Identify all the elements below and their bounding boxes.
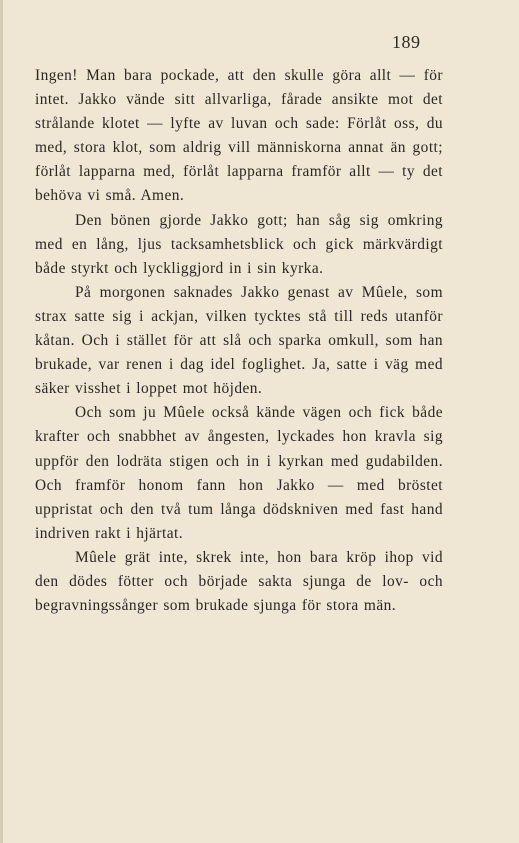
page-number: 189: [392, 32, 421, 52]
paragraph-2: Den bönen gjorde Jakko gott; han såg sig omkring med en lång, ljus tacksamhetsblick och gick märkvärdigt både styrkt och lyckliggjord in i sin kyrka.: [35, 211, 443, 277]
paragraph-5: Mûele grät inte, skrek inte, hon bara kröp ihop vid den dödes fötter och började sakta sjunga de lov- och begravningssånger som brukade sjunga för stora män.: [35, 548, 443, 615]
body-text: [35, 64, 443, 618]
paragraph-3: På morgonen saknades Jakko genast av Mûele, som strax satte sig i ackjan, vilken tycktes stå till reds utanför kåtan. Och i stället för att slå och sparka omkull, som han brukade, var renen i dag idel foglighet. Ja, satte i väg med säker visshet i loppet mot höjden.: [35, 283, 443, 398]
paragraph-1: Ingen! Man bara pockade, att den skulle göra allt — för intet. Jakko vände sitt allvarliga, fårade ansikte mot det strålande klotet — lyfte av luvan och sade: Förlåt oss, du med, stora klot, som aldrig vill människorna annat än gott; förlåt lapparna med, förlåt lapparna framför allt — ty det behöva vi små. Amen.: [35, 67, 443, 205]
paragraph-4: Och som ju Mûele också kände vägen och fick både krafter och snabbhet av ångesten, lyckades hon kravla sig uppför den lodräta stigen och in i kyrkan med gudabilden. Och framför honom fann hon Jakko — med bröstet uppristat och den två tum långa dödskniven med fast hand indriven rakt i hjärtat.: [35, 404, 443, 542]
page-binding-edge: [0, 0, 3, 843]
